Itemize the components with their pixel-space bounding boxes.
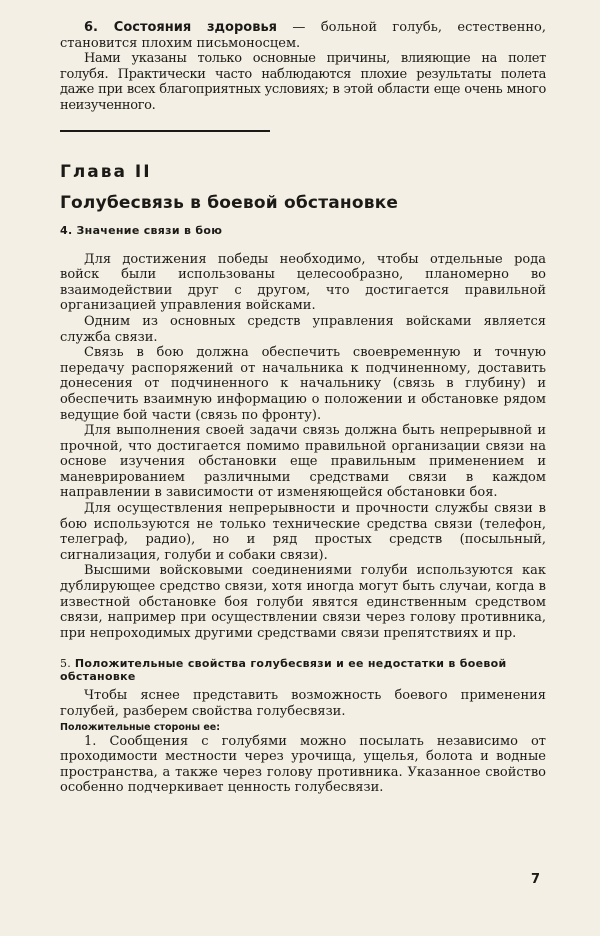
section-5-number: 5. [60,657,72,671]
section-4-heading: 4. Значение связи в бою [60,223,223,237]
health-text: — больной голубь, естественно, становится плохим письмоносцем. [60,20,547,51]
chapter-title: Голубесвязь в боевой обстановке [60,192,399,213]
health-label: 6. Состояния здоровья [84,20,278,35]
page-number: 7 [530,872,540,887]
section-5-subheading: Положительные стороны ее: [60,721,221,733]
section-5-item-1: 1. Сообщения с голубями можно посылать независимо от проходимости местности через урочища, ущелья, болота и водные пространства, а также через голову противника. Указанное свойство особенно подчеркивает ценность голубесвязи. [60,733,546,796]
section-4-paragraph: Для осуществления непрерывности и прочности службы связи в бою используются не только технические средства связи (телефон, телеграф, радио), но и ряд простых средств (посыльный, сигнализация, голуби и собаки связи). [60,501,546,563]
health-paragraph [60,20,546,51]
section-5-heading [60,657,546,683]
section-4-paragraph: Для выполнения своей задачи связь должна быть непрерывной и прочной, что достигается помимо правильной организации связи на основе изучения обстановки еще правильным применением и маневрированием различными средствами связи в каждом направлении в зависимости от изменяющейся обстановки боя. [60,423,546,501]
book-page [60,20,546,796]
section-4-paragraph: Высшими войсковыми соединениями голуби используются как дублирующее средство связи, хотя иногда могут быть случаи, когда в известной обстановке боя голуби явятся единственным средством связи, например при осуществлении связи через голову противника, при непроходимых другими средствами связи препятствиях и пр. [60,563,546,641]
section-5-intro: Чтобы яснее представить возможность боевого применения голубей, разберем свойства голубесвязи. [60,688,546,719]
section-4-paragraph: Для достижения победы необходимо, чтобы отдельные рода войск были использованы целесообразно, планомерно во взаимодействии друг с другом, что достигается правильной организацией управления войсками. [60,251,546,314]
intro-paragraph: Нами указаны только основные причины, влияющие на полет голубя. Практически часто наблюдаются плохие результаты полета даже при всех благоприятных условиях; в этой области еще очень много неизученного. [60,51,546,113]
section-4-paragraph: Связь в бою должна обеспечить своевременную и точную передачу распоряжений от начальника к подчиненному, доставить донесения от подчиненного к начальнику (связь в глубину) и обеспечить взаимную информацию о положении и обстановке рядом ведущие бой части (связь по фронту). [60,345,546,423]
section-5-title: Положительные свойства голубесвязи и ее недостатки в боевой обстановке [60,657,507,684]
section-4-paragraph: Одним из основных средств управления войсками является служба связи. [60,313,546,345]
section-divider [60,130,270,132]
chapter-label: Глава II [60,161,152,182]
